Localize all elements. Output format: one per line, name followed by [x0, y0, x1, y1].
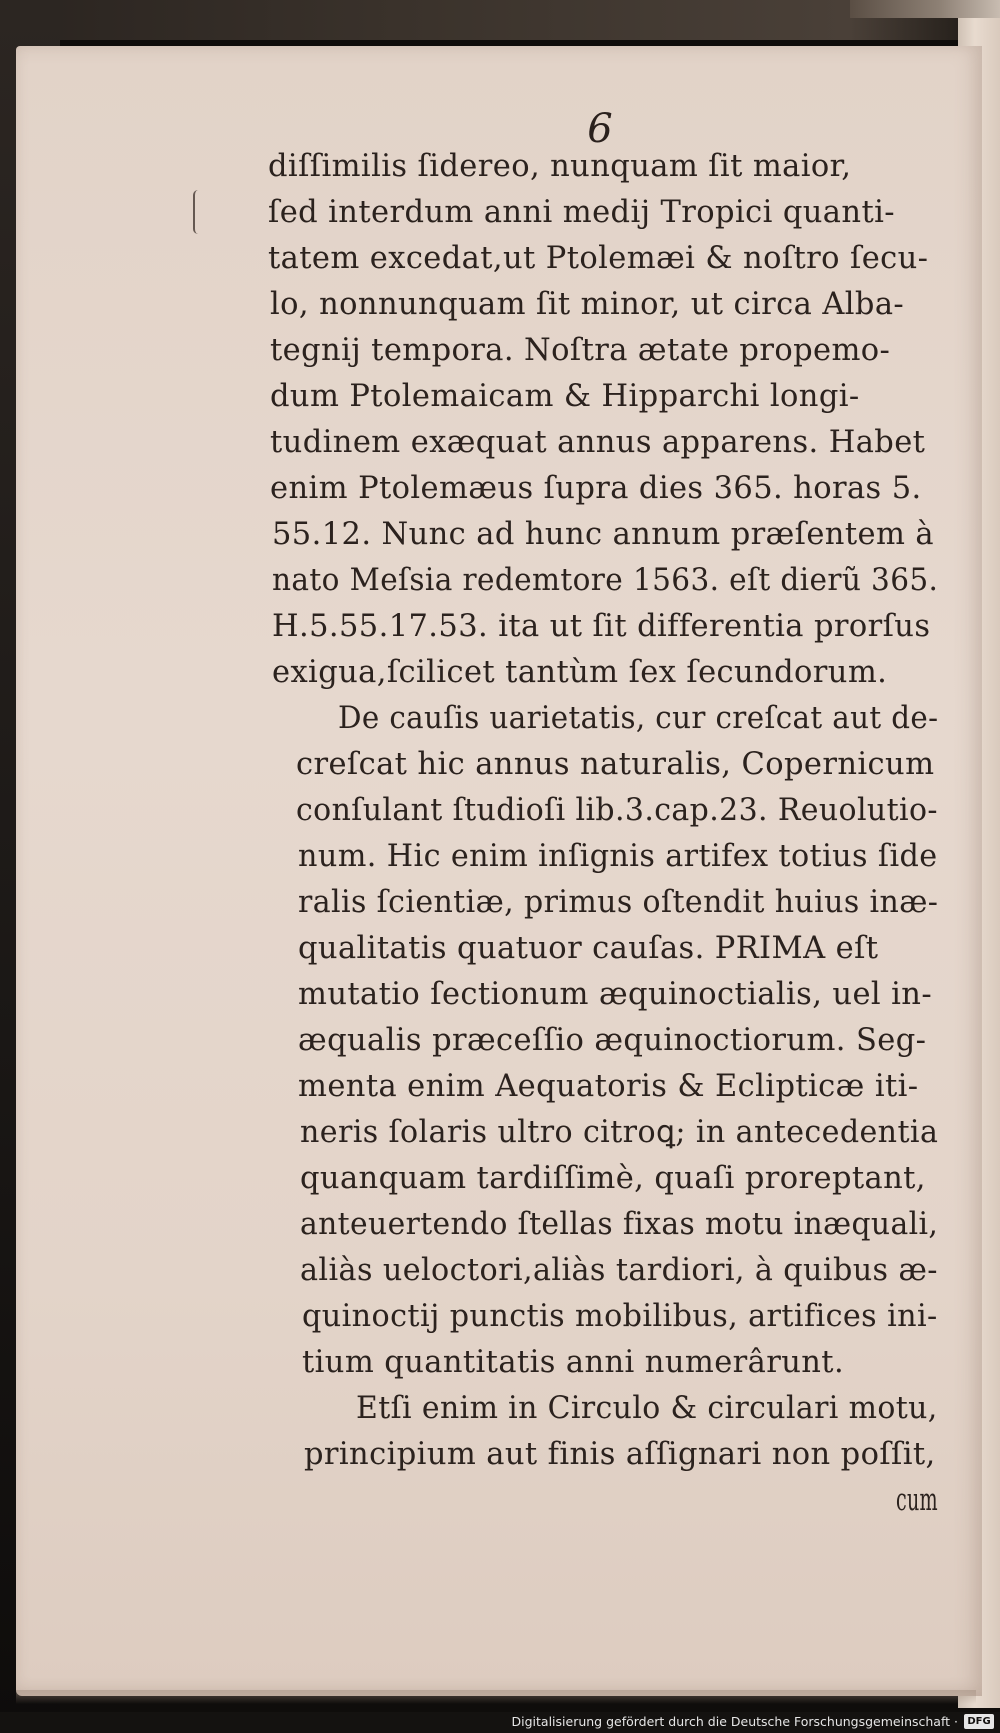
text-line: diſſimilis ſidereo, nunquam ſit maior,	[268, 149, 852, 184]
text-line: menta enim Aequatoris & Eclipticæ iti-	[298, 1069, 919, 1104]
page-number: 6	[587, 106, 613, 152]
text-line: H.5.55.17.53. ita ut ſit differentia prorſus	[272, 609, 931, 644]
text-line: 55.12. Nunc ad hunc annum præſentem à	[272, 517, 934, 552]
text-line: lo, nonnunquam ſit minor, ut circa Alba-	[270, 287, 905, 322]
text-line: nato Meſsia redemtore 1563. eſt dierũ 365.	[272, 563, 939, 598]
text-line: quanquam tardiſſimè, quaſi proreptant,	[300, 1161, 926, 1196]
dfg-logo-icon: DFG	[964, 1714, 994, 1729]
text-line: mutatio ſectionum æquinoctialis, uel in-	[298, 977, 933, 1012]
text-line: ſed interdum anni medij Tropici quanti-	[268, 195, 895, 230]
text-line: tudinem exæquat annus apparens. Habet	[270, 425, 926, 460]
text-line: num. Hic enim inſignis artifex totius ſide	[298, 839, 938, 874]
text-line: De cauſis uarietatis, cur creſcat aut de-	[338, 701, 939, 736]
text-line: quinoctij punctis mobilibus, artifices ini-	[302, 1299, 938, 1334]
text-line: aliàs ueloctori,aliàs tardiori, à quibus æ-	[300, 1253, 938, 1288]
text-line: tatem excedat,ut Ptolemæi & noſtro ſecu-	[268, 241, 929, 276]
text-line: neris ſolaris ultro citroꝗ; in antecedentia	[300, 1115, 939, 1150]
text-line: conſulant ſtudioſi lib.3.cap.23. Reuolutio-	[296, 793, 938, 828]
funding-credit: Digitalisierung gefördert durch die Deutsche Forschungsgemeinschaft ·	[511, 1714, 958, 1729]
text-line: qualitatis quatuor cauſas. PRIMA eſt	[298, 931, 879, 966]
text-line: æqualis præceſſio æquinoctiorum. Seg-	[298, 1023, 927, 1058]
text-line: anteuertendo ſtellas fixas motu inæquali,	[300, 1207, 939, 1242]
catchword: cum	[896, 1483, 938, 1518]
text-line: ralis ſcientiæ, primus oſtendit huius inæ-	[298, 885, 939, 920]
text-line: Etſi enim in Circulo & circulari motu,	[356, 1391, 938, 1426]
text-line: dum Ptolemaicam & Hipparchi longi-	[270, 379, 860, 414]
text-line: tegnij tempora. Noſtra ætate propemo-	[270, 333, 891, 368]
text-line: tium quantitatis anni numerârunt.	[302, 1345, 845, 1380]
text-line: principium aut finis aſſignari non poſſit,	[304, 1437, 936, 1472]
text-line: creſcat hic annus naturalis, Copernicum	[296, 747, 935, 782]
text-line: enim Ptolemæus ſupra dies 365. horas 5.	[270, 471, 922, 506]
text-line: exigua,ſcilicet tantùm ſex ſecundorum.	[272, 655, 888, 690]
